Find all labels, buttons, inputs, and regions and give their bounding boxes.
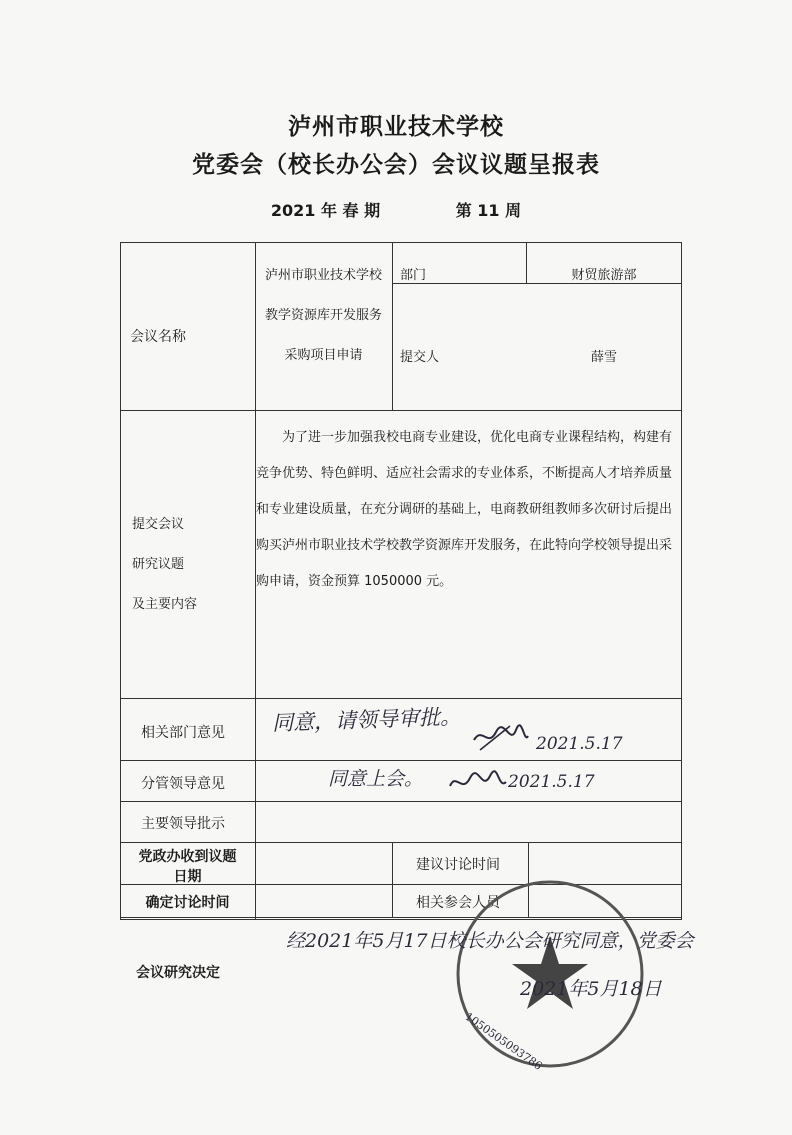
- suggested-time-label: 建议讨论时间: [416, 857, 500, 873]
- submitter-value: 薛雪: [590, 350, 617, 365]
- week-label: 第 11 周: [455, 201, 522, 220]
- dept-opinion-date: 2021.5.17: [536, 734, 623, 754]
- submitter-label: 提交人: [400, 350, 440, 365]
- topic-label-line: 研究议题: [132, 557, 185, 572]
- stamp-number: 1050505093786: [462, 1010, 545, 1073]
- row-divider: [392, 283, 682, 284]
- leader-opinion-label: 分管领导意见: [141, 776, 225, 792]
- topic-content: 为了进一步加强我校电商专业建设，优化电商专业课程结构，构建有竞争优势、特色鲜明、适应社会需求的专业体系，不断提高人才培养质量和专业建设质量，在充分调研的基础上，电商教研组教师多次研讨后提出购买泸州市职业技术学校教学资源库开发服务，在此特向学校领导提出采购申请，资金预算 1050000 元。: [256, 430, 673, 589]
- meeting-name-line: 泸州市职业技术学校: [264, 268, 382, 283]
- col-divider: [392, 842, 393, 917]
- main-leader-label: 主要领导批示: [141, 816, 225, 832]
- row-divider: [120, 760, 682, 761]
- meeting-name-label: 会议名称: [130, 329, 186, 345]
- dept-signature: [470, 720, 530, 756]
- received-date-label-line: 党政办收到议题: [138, 849, 237, 865]
- decision-label: 会议研究决定: [136, 965, 220, 981]
- leader-opinion-date: 2021.5.17: [508, 772, 595, 792]
- received-date-label-line: 日期: [173, 869, 202, 885]
- leader-opinion-handwriting: 同意上会。: [328, 768, 424, 790]
- row-divider: [120, 410, 682, 411]
- department-value: 财贸旅游部: [571, 268, 637, 283]
- term-line: [0, 198, 792, 221]
- meeting-name-line: 教学资源库开发服务: [264, 308, 382, 323]
- leader-signature: [446, 768, 508, 798]
- row-divider: [120, 801, 682, 802]
- row-divider: [120, 842, 682, 843]
- doc-title-line2: 党委会（校长办公会）会议议题呈报表: [192, 152, 600, 178]
- topic-label-line: 及主要内容: [132, 597, 198, 612]
- confirmed-time-label: 确定讨论时间: [145, 895, 230, 911]
- dept-opinion-label: 相关部门意见: [141, 725, 225, 741]
- col-divider: [392, 242, 393, 410]
- dept-opinion-handwriting: 同意，请领导审批。: [271, 704, 462, 736]
- decision-handwriting: 经2021年5月17日校长办公会研究同意，党委会: [286, 930, 694, 952]
- decision-date: 2021年5月18日: [520, 978, 662, 1000]
- row-divider: [120, 698, 682, 699]
- term-label: 2021 年 春 期: [270, 201, 381, 220]
- meeting-name-line: 采购项目申请: [284, 348, 363, 363]
- doc-title-line1: 泸州市职业技术学校: [288, 114, 504, 140]
- department-label: 部门: [400, 268, 427, 283]
- attendees-label: 相关参会人员: [416, 895, 500, 911]
- topic-label-line: 提交会议: [132, 517, 185, 532]
